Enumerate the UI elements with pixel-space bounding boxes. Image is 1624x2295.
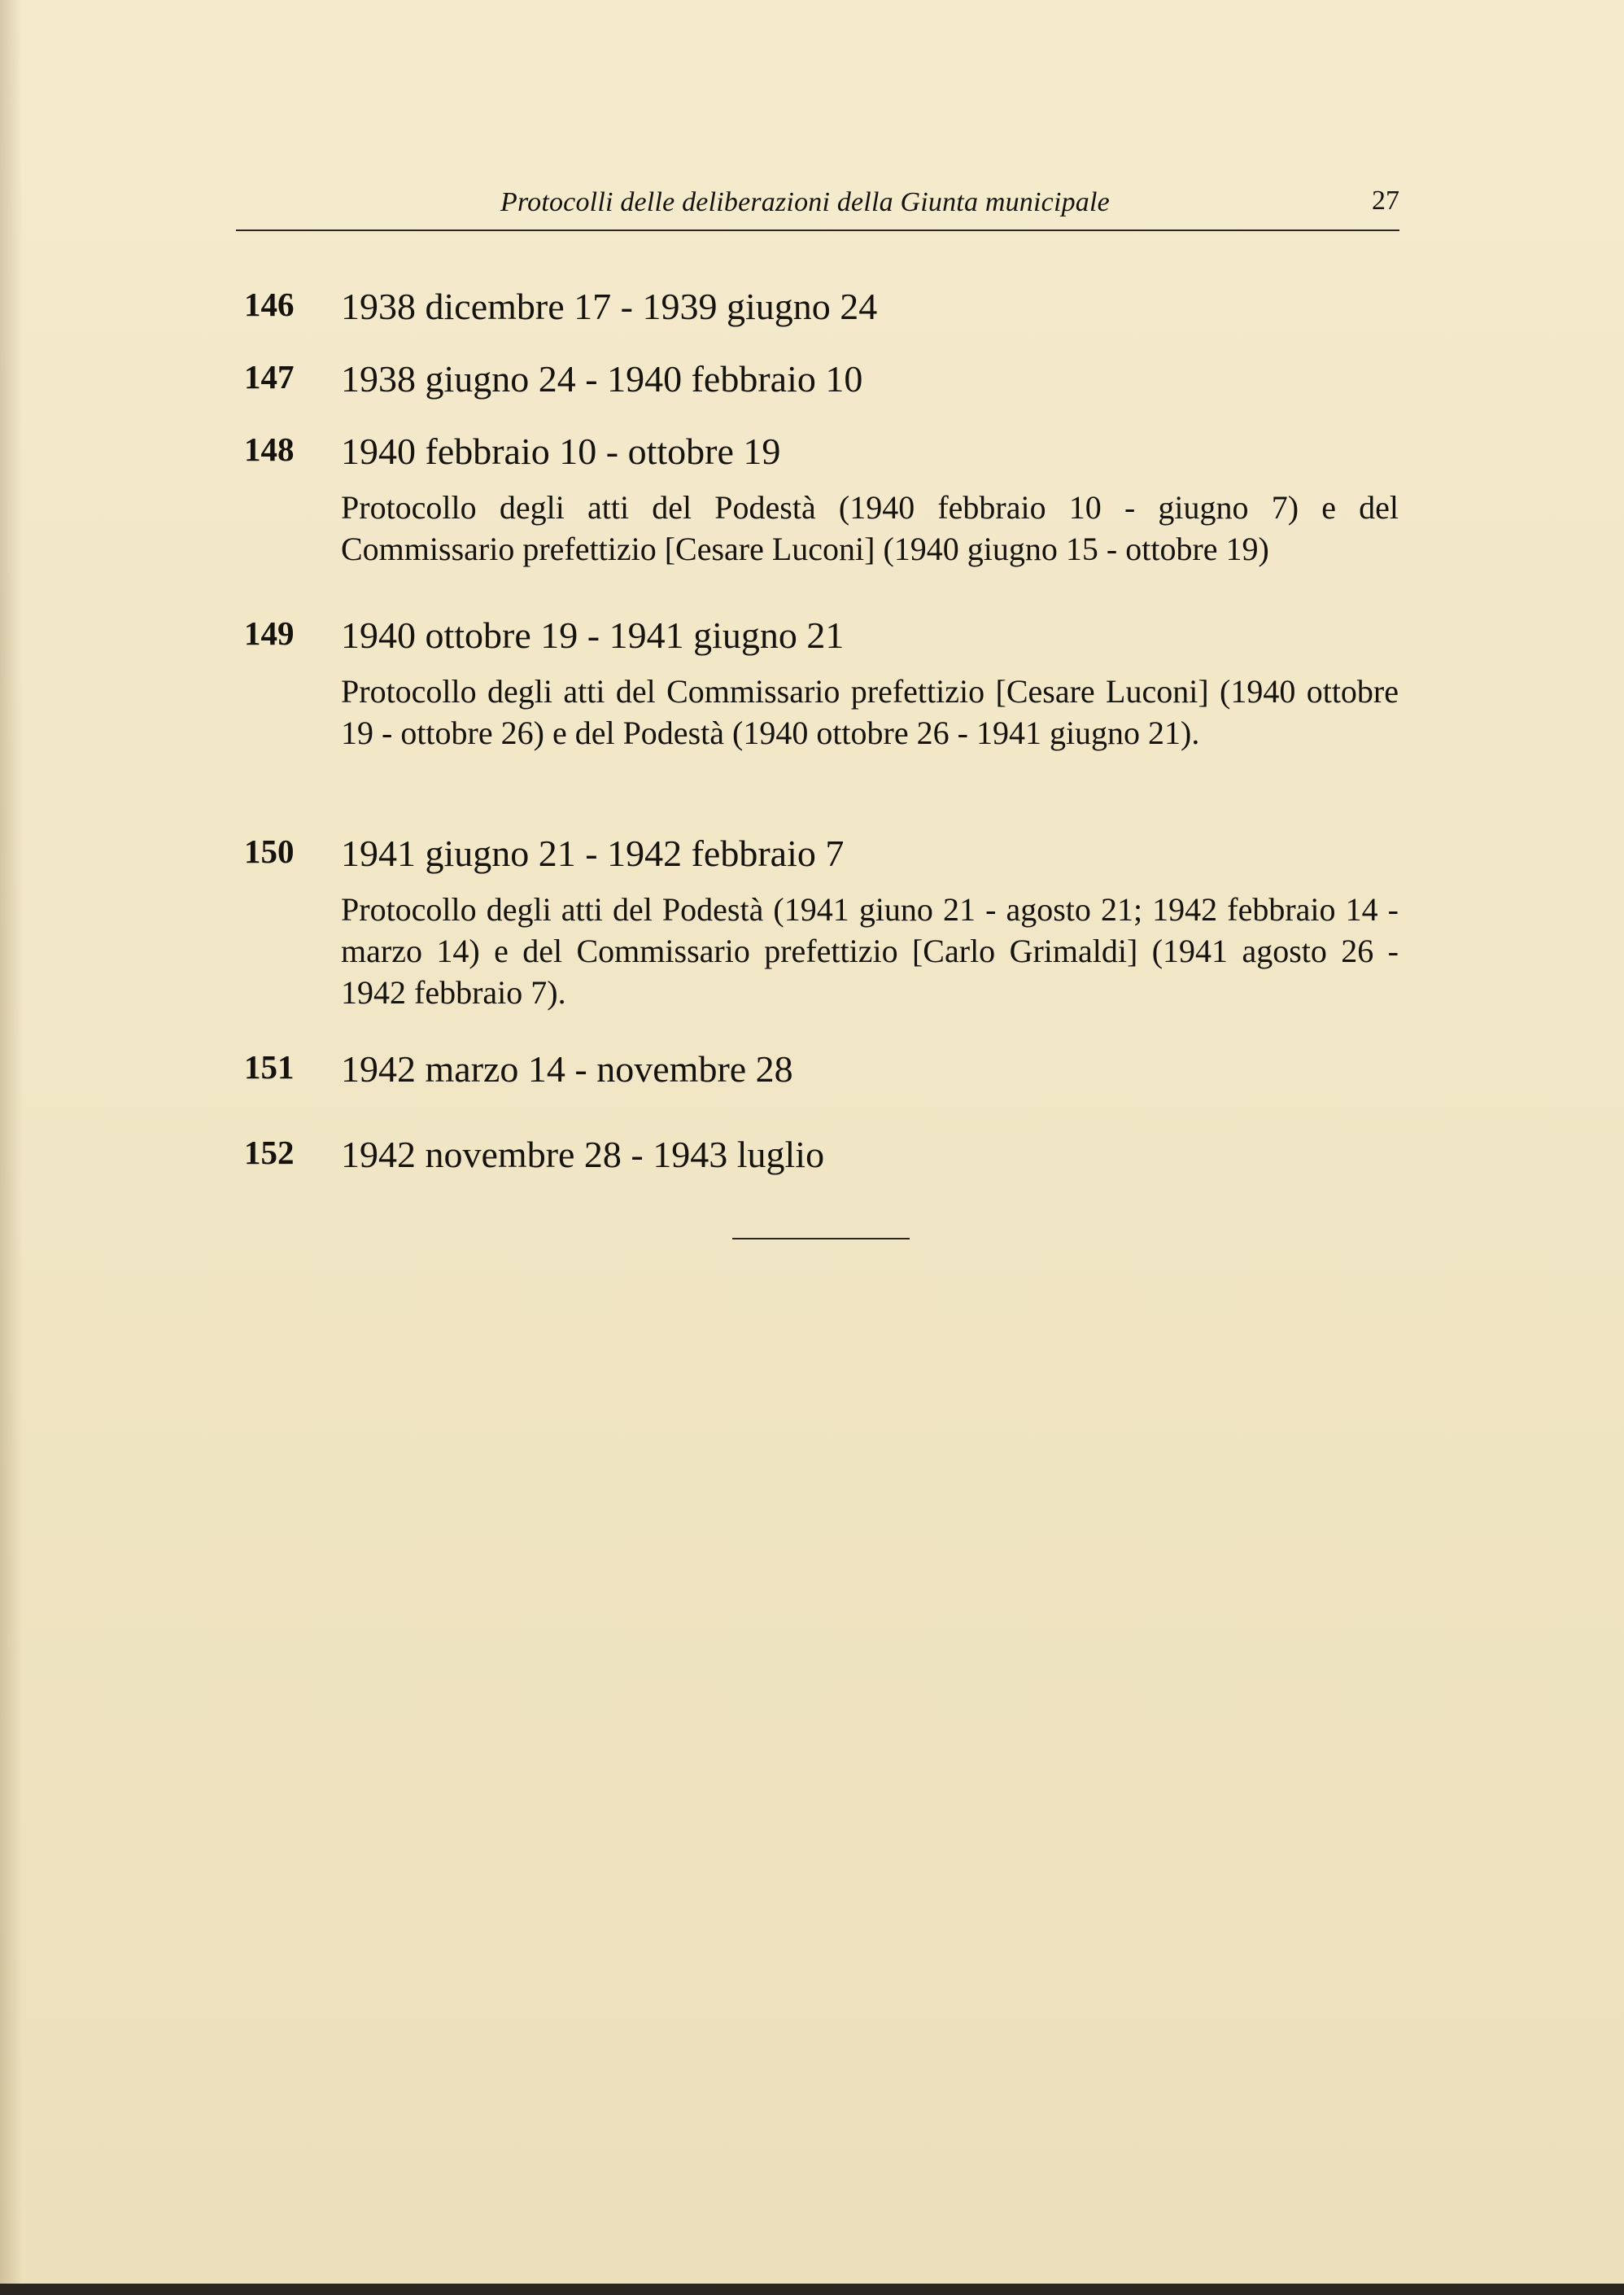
- entry-dates: 1941 giugno 21 - 1942 febbraio 7: [341, 833, 845, 874]
- end-rule: [732, 1238, 910, 1239]
- entry-dates: 1942 marzo 14 - novembre 28: [341, 1048, 793, 1090]
- page-header: [236, 184, 1399, 231]
- entry-dates: 1940 febbraio 10 - ottobre 19: [341, 431, 781, 472]
- entry-number: 146: [244, 286, 295, 323]
- entry-dates: 1938 dicembre 17 - 1939 giugno 24: [341, 286, 878, 327]
- entry-number: 150: [244, 833, 295, 870]
- entry-description: Protocollo degli atti del Commissario prefettizio [Cesare Luconi] (1940 ottobre 19 - ottobre 26) e del Podestà (1940 ottobre 26 - 1941 giugno 21).: [341, 673, 1399, 751]
- entry-number: 149: [244, 614, 295, 652]
- entry-number: 151: [244, 1048, 295, 1086]
- entry-number: 147: [244, 358, 295, 396]
- entry-dates: 1940 ottobre 19 - 1941 giugno 21: [341, 614, 845, 656]
- entry-number: 152: [244, 1134, 295, 1171]
- entry-dates: 1942 novembre 28 - 1943 luglio: [341, 1134, 825, 1175]
- page-edge: [0, 2284, 1624, 2295]
- entry-dates: 1938 giugno 24 - 1940 febbraio 10: [341, 358, 863, 400]
- entry-number: 148: [244, 431, 295, 468]
- running-title: Protocolli delle deliberazioni della Giunta municipale: [500, 187, 1110, 217]
- entry-description: Protocollo degli atti del Podestà (1941 giuno 21 - agosto 21; 1942 febbraio 14 - marzo 14) e del Commissario prefettizio [Carlo Grimaldi] (1941 agosto 26 - 1942 febbraio 7).: [341, 891, 1399, 1011]
- page-number: 27: [1372, 186, 1399, 216]
- entry-description: Protocollo degli atti del Podestà (1940 febbraio 10 - giugno 7) e del Commissario prefettizio [Cesare Luconi] (1940 giugno 15 - ottobre 19): [341, 489, 1399, 567]
